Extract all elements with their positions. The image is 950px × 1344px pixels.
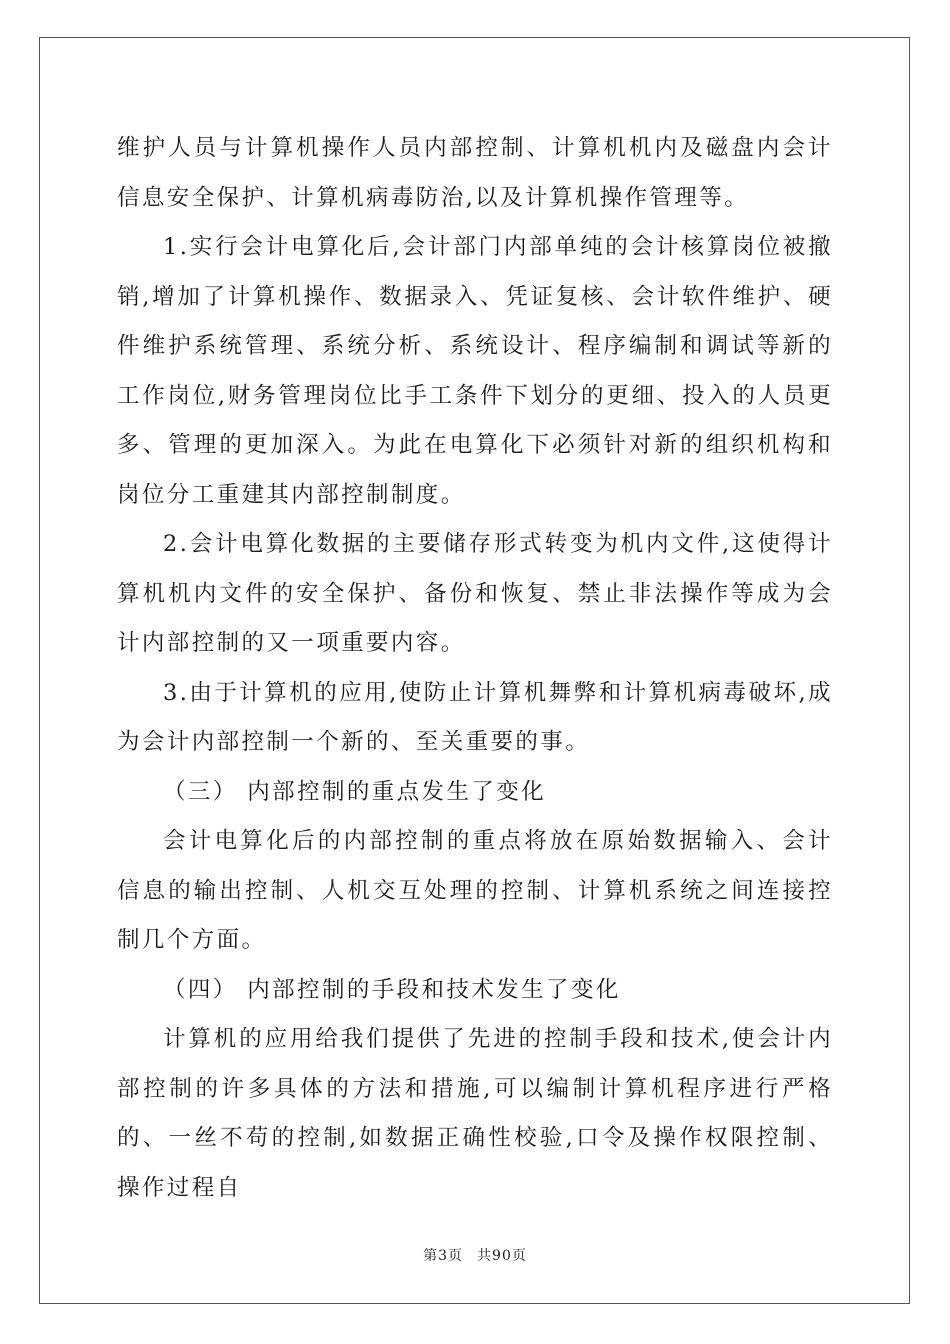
section-heading-4: （四） 内部控制的手段和技术发生了变化 xyxy=(163,976,621,1003)
page-footer xyxy=(0,1245,950,1265)
paragraph-continuation: 维护人员与计算机操作人员内部控制、计算机机内及磁盘内会计信息安全保护、计算机病毒防治,以及计算机操作管理等。 xyxy=(117,135,833,211)
paragraph-item-1: 1.实行会计电算化后,会计部门内部单纯的会计核算岗位被撤销,增加了计算机操作、数据录入、凭证复核、会计软件维护、硬件维护系统管理、系统分析、系统设计、程序编制和调试等新的工作岗位,财务管理岗位比手工条件下划分的更细、投入的人员更多、管理的更加深入。为此在电算化下必须针对新的组织机构和岗位分工重建其内部控制制度。 xyxy=(117,234,833,508)
page-number: 第3页 xyxy=(423,1248,464,1264)
paragraph-item-2: 2.会计电算化数据的主要储存形式转变为机内文件,这使得计算机机内文件的安全保护、备份和恢复、禁止非法操作等成为会计内部控制的又一项重要内容。 xyxy=(117,531,833,656)
paragraph-item-3: 3.由于计算机的应用,使防止计算机舞弊和计算机病毒破坏,成为会计内部控制一个新的、至关重要的事。 xyxy=(117,679,833,755)
paragraph-section-4: 计算机的应用给我们提供了先进的控制手段和技术,使会计内部控制的许多具体的方法和措施,可以编制计算机程序进行严格的、一丝不苟的控制,如数据正确性校验,口令及操作权限控制、操作过程自 xyxy=(117,1026,833,1201)
document-body xyxy=(117,124,833,1213)
page-total: 共90页 xyxy=(477,1248,527,1264)
section-heading-3: （三） 内部控制的重点发生了变化 xyxy=(163,778,547,805)
paragraph-section-3: 会计电算化后的内部控制的重点将放在原始数据输入、会计信息的输出控制、人机交互处理的控制、计算机系统之间连接控制几个方面。 xyxy=(117,828,833,953)
